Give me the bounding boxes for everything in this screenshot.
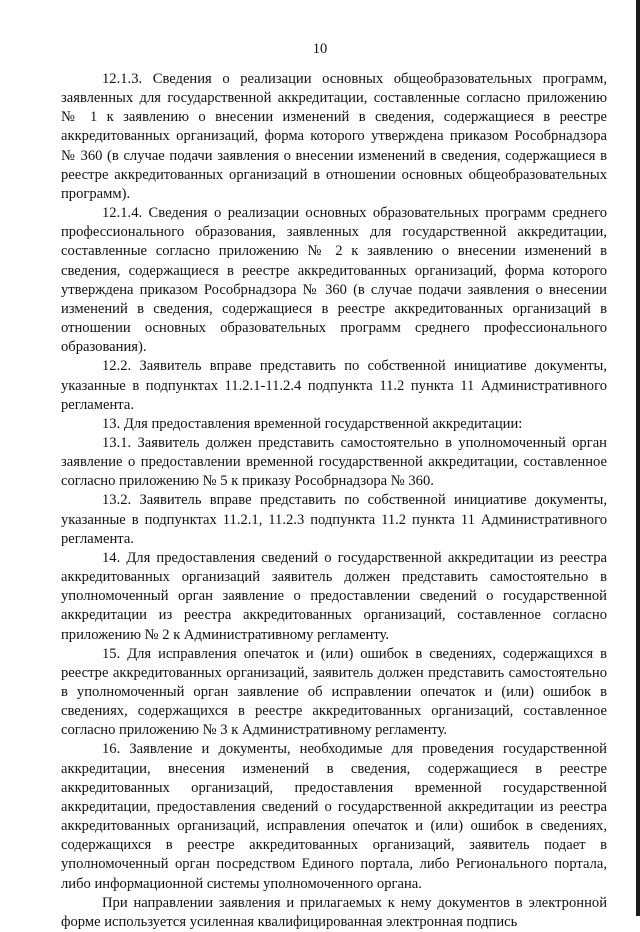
paragraph-12-2: 12.2. Заявитель вправе представить по собственной инициативе документы, указанные в подпунктах 11.2.1-11.2.4 подпункта 11.2 пункта 11 Административного регламента. <box>61 358 607 413</box>
paragraph-13: 13. Для предоставления временной государственной аккредитации: <box>102 415 523 432</box>
paragraph-15: 15. Для исправления опечаток и (или) ошибок в сведениях, содержащихся в реестре аккредитованных организаций, заявитель должен представить самостоятельно в уполномоченный орган заявление об исправлении опечаток и (или) ошибок в сведениях, содержащихся в реестре аккредитованных организаций, составленное согласно приложению № 3 к Административному регламенту. <box>61 645 607 739</box>
scan-border <box>636 0 640 916</box>
paragraph-electronic-signature: При направлении заявления и прилагаемых к нему документов в электронной форме используется усиленная квалифицированная электронная подпись <box>61 894 607 930</box>
paragraph-16: 16. Заявление и документы, необходимые для проведения государственной аккредитации, внесения изменений в сведения, содержащиеся в реестре аккредитованных организаций, предоставления временной государственной аккредитации, предоставления сведений о государственной аккредитации из реестра аккредитованных организаций, исправления опечаток и (или) ошибок в сведениях, содержащихся в реестре аккредитованных организаций, заявитель подает в уполномоченный орган посредством Единого портала, либо Регионального портала, либо информационной системы уполномоченного органа. <box>61 741 607 892</box>
paragraph-12-1-4: 12.1.4. Сведения о реализации основных образовательных программ среднего профессионального образования, заявленных для государственной аккредитации, составленные согласно приложению № 2 к заявлению о внесении изменений в сведения, содержащиеся в реестре аккредитованных организаций, форма которого утверждена приказом Рособрнадзора № 360 (в случае подачи заявления о внесении изменений в сведения, содержащиеся в реестре аккредитованных организаций в отношении основных образовательных программ среднего профессионального образования). <box>61 205 607 356</box>
paragraph-12-1-3: 12.1.3. Сведения о реализации основных общеобразовательных программ, заявленных для государственной аккредитации, составленные согласно приложению № 1 к заявлению о внесении изменений в сведения, содержащиеся в реестре аккредитованных организаций, форма которого утверждена приказом Рособрнадзора № 360 (в случае подачи заявления о внесении изменений в сведения, содержащиеся в реестре аккредитованных организаций в отношении основных общеобразовательных программ). <box>61 71 607 202</box>
page-number: 10 <box>312 41 328 57</box>
document-body <box>61 70 607 932</box>
paragraph-13-2: 13.2. Заявитель вправе представить по собственной инициативе документы, указанные в подпунктах 11.2.1, 11.2.3 подпункта 11.2 пункта 11 Административного регламента. <box>61 492 607 547</box>
paragraph-13-1: 13.1. Заявитель должен представить самостоятельно в уполномоченный орган заявление о предоставлении временной государственной аккредитации, составленное согласно приложению № 5 к приказу Рособрнадзора № 360. <box>61 434 607 490</box>
paragraph-14: 14. Для предоставления сведений о государственной аккредитации из реестра аккредитованных организаций заявитель должен представить самостоятельно в уполномоченный орган заявление о предоставлении сведений о государственной аккредитации из реестра аккредитованных организаций, составленное согласно приложению № 2 к Административному регламенту. <box>61 549 607 643</box>
